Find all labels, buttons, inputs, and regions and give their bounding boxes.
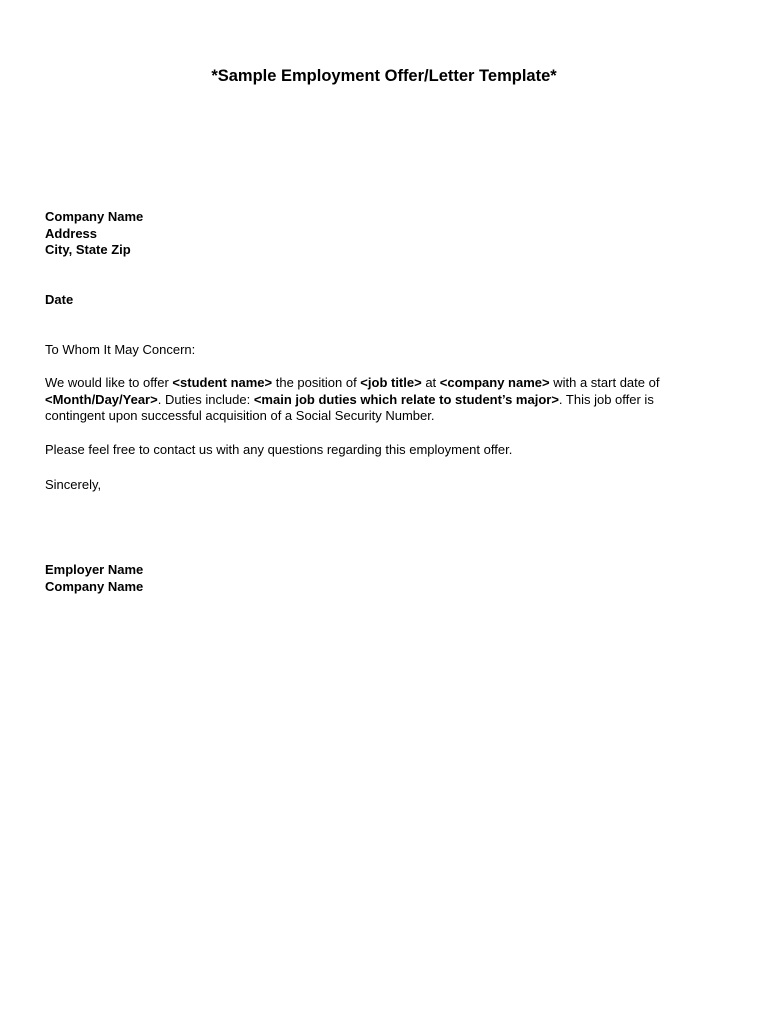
sender-address: Address: [45, 225, 98, 241]
offer-text: at: [421, 375, 440, 390]
offer-text: with a start date of: [549, 375, 660, 390]
greeting: To Whom It May Concern:: [45, 342, 196, 357]
offer-text: . This job offer is: [558, 391, 654, 407]
job-title-placeholder: <job title>: [360, 375, 422, 390]
job-duties-placeholder: <main job duties which relate to student’s major>: [253, 391, 559, 407]
offer-line-3: contingent upon successful acquisition of a Social Security Number.: [45, 408, 435, 424]
closing: Sincerely,: [45, 477, 102, 492]
company-name-placeholder: <company name>: [439, 375, 550, 390]
contact-paragraph: Please feel free to contact us with any questions regarding this employment offer.: [45, 442, 513, 457]
sender-company-name: Company Name: [45, 209, 144, 224]
offer-text: the position of: [272, 375, 361, 390]
document-title: *Sample Employment Offer/Letter Template*: [211, 67, 557, 85]
offer-line-2: [45, 392, 715, 409]
sender-address-block: [45, 209, 715, 259]
offer-paragraph: [45, 375, 715, 425]
offer-text: We would like to offer: [45, 375, 173, 390]
signature-company-name: Company Name: [45, 578, 144, 594]
student-name-placeholder: <student name>: [172, 375, 273, 390]
start-date-placeholder: <Month/Day/Year>: [45, 391, 158, 407]
offer-text: . Duties include:: [157, 391, 254, 407]
signature-block: [45, 562, 715, 595]
date-placeholder: Date: [45, 292, 74, 307]
sender-city-state-zip: City, State Zip: [45, 242, 131, 258]
employer-name: Employer Name: [45, 562, 144, 577]
offer-line-1: [45, 375, 715, 392]
